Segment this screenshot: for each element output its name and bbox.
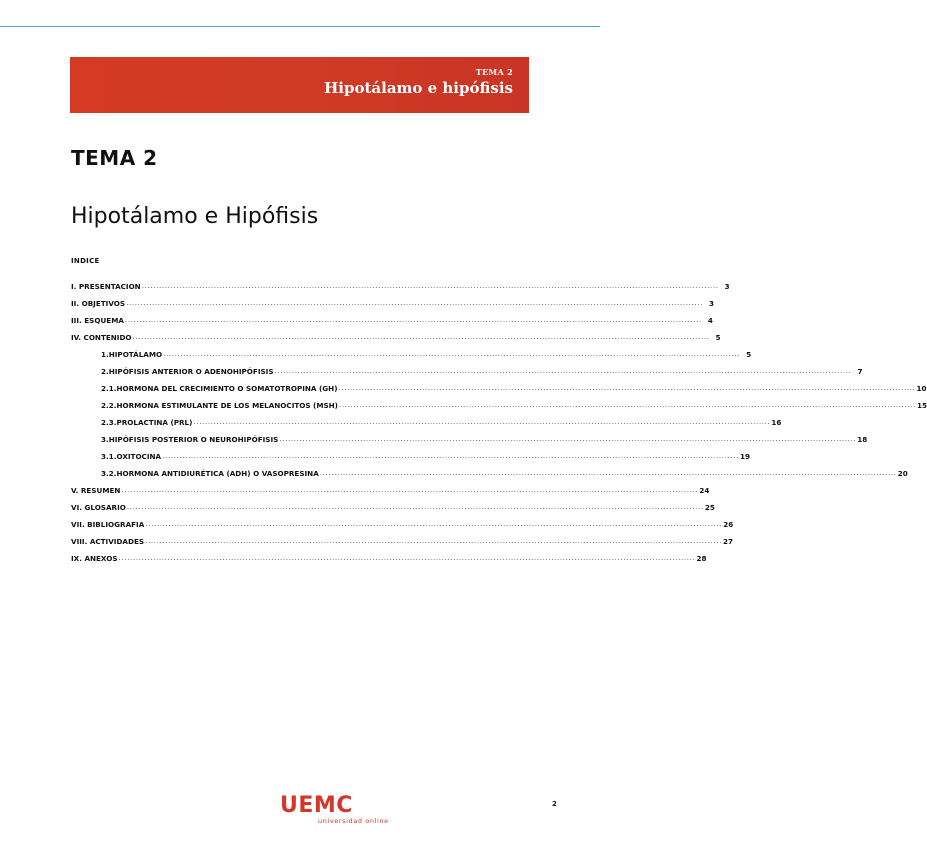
toc-leader-dots: ........................................................................................................................................................................................................: [274, 366, 852, 375]
toc-entry-label: HIPÓFISIS ANTERIOR O ADENOHIPÓFISIS: [108, 367, 274, 376]
logo-wordmark: UEMC: [280, 793, 353, 818]
toc-entry[interactable]: [71, 519, 734, 529]
toc-entry-number: 3.: [101, 435, 109, 444]
toc-entry-label: HORMONA DEL CRECIMIENTO O SOMATOTROPINA (GH): [116, 384, 338, 393]
toc-entry[interactable]: [71, 536, 734, 546]
index-title: INDICE: [71, 257, 100, 265]
toc-entry[interactable]: [71, 451, 751, 461]
toc-entry-label: HIPOTÁLAMO: [108, 350, 163, 359]
toc-entry[interactable]: [71, 417, 782, 427]
toc-entry-page: 16: [771, 418, 782, 427]
toc-leader-dots: ........................................................................................................................................................................................................: [162, 451, 740, 460]
toc-entry-label: IV. CONTENIDO: [71, 333, 132, 342]
toc-leader-dots: ........................................................................................................................................................................................................: [124, 315, 702, 324]
toc-entry-label: OXITOCINA: [116, 452, 162, 461]
toc-entry[interactable]: [71, 553, 707, 563]
toc-entry-page: 25: [704, 503, 715, 512]
toc-entry[interactable]: [71, 434, 868, 444]
toc-leader-dots: ........................................................................................................................................................................................................: [121, 485, 699, 494]
toc-entry-number: 2.3.: [101, 418, 117, 427]
toc-entry-label: II. OBJETIVOS: [71, 299, 126, 308]
toc-leader-dots: ........................................................................................................................................................................................................: [145, 519, 723, 528]
toc-entry[interactable]: [71, 400, 927, 410]
toc-entry-label: VI. GLOSARIO: [71, 503, 126, 512]
toc-entry-number: 2.1.: [101, 384, 117, 393]
toc-entry-page: 28: [696, 554, 707, 563]
toc-leader-dots: ........................................................................................................................................................................................................: [338, 400, 916, 409]
toc-entry-page: 5: [715, 333, 721, 342]
toc-entry-label: VII. BIBLIOGRAFIA: [71, 520, 145, 529]
toc-entry[interactable]: [71, 502, 715, 512]
toc-entry-label: V. RESUMEN: [71, 486, 121, 495]
toc-entry-label: PROLACTINA (PRL): [116, 418, 193, 427]
toc-entry-page: 3: [709, 299, 715, 308]
toc-entry-label: III. ESQUEMA: [71, 316, 124, 325]
page-title: TEMA 2: [71, 146, 158, 170]
toc-entry-number: 2.2.: [101, 401, 117, 410]
toc-entry[interactable]: [71, 332, 721, 342]
toc-leader-dots: ........................................................................................................................................................................................................: [193, 417, 771, 426]
toc-leader-dots: ........................................................................................................................................................................................................: [279, 434, 857, 443]
toc-entry-number: 3.1.: [101, 452, 117, 461]
page-number: 2: [552, 800, 557, 808]
top-rule: [0, 26, 600, 27]
header-banner: [70, 57, 529, 113]
toc-entry[interactable]: [71, 485, 710, 495]
toc-entry-page: 10: [916, 384, 927, 393]
toc-entry-page: 7: [857, 367, 863, 376]
toc-leader-dots: ........................................................................................................................................................................................................: [118, 553, 696, 562]
toc-entry[interactable]: [71, 298, 715, 308]
toc-leader-dots: ........................................................................................................................................................................................................: [319, 468, 897, 477]
toc-leader-dots: ........................................................................................................................................................................................................: [126, 502, 704, 511]
toc-entry-number: 3.2.: [101, 469, 117, 478]
header-topic-label: TEMA 2: [475, 67, 513, 77]
header-title: Hipotálamo e hipófisis: [324, 79, 513, 97]
toc-entry[interactable]: [71, 468, 908, 478]
toc-entry-page: 26: [723, 520, 734, 529]
toc-entry[interactable]: [71, 315, 713, 325]
toc-entry[interactable]: [71, 366, 863, 376]
toc-entry[interactable]: [71, 281, 730, 291]
toc-entry-page: 19: [740, 452, 751, 461]
toc-entry-label: I. PRESENTACION: [71, 282, 141, 291]
toc-entry-label: HIPÓFISIS POSTERIOR O NEUROHIPÓFISIS: [108, 435, 279, 444]
toc-entry-label: HORMONA ESTIMULANTE DE LOS MELANOCITOS (MSH): [116, 401, 338, 410]
toc-entry-page: 27: [723, 537, 734, 546]
toc-entry-page: 3: [724, 282, 730, 291]
toc-entry-page: 20: [897, 469, 908, 478]
toc-entry-page: 4: [707, 316, 713, 325]
toc-entry-label: HORMONA ANTIDIURÉTICA (ADH) O VASOPRESINA: [116, 469, 319, 478]
toc-entry-number: 2.: [101, 367, 109, 376]
page-subtitle: Hipotálamo e Hipófisis: [71, 204, 319, 229]
toc-entry[interactable]: [71, 383, 927, 393]
toc-leader-dots: ........................................................................................................................................................................................................: [145, 536, 723, 545]
toc-entry-number: 1.: [101, 350, 109, 359]
toc-leader-dots: ........................................................................................................................................................................................................: [338, 383, 916, 392]
toc-entry[interactable]: [71, 349, 752, 359]
toc-entry-page: 5: [746, 350, 752, 359]
toc-entry-label: IX. ANEXOS: [71, 554, 118, 563]
uemc-logo: [280, 793, 396, 833]
toc-entry-label: VIII. ACTIVIDADES: [71, 537, 145, 546]
toc-leader-dots: ........................................................................................................................................................................................................: [126, 298, 704, 307]
toc-leader-dots: ........................................................................................................................................................................................................: [132, 332, 710, 341]
toc-entry-page: 24: [699, 486, 710, 495]
logo-tagline: universidad online: [318, 817, 389, 825]
toc-leader-dots: ........................................................................................................................................................................................................: [163, 349, 741, 358]
toc-entry-page: 18: [857, 435, 868, 444]
toc-leader-dots: ........................................................................................................................................................................................................: [141, 281, 719, 290]
toc-entry-page: 15: [916, 401, 927, 410]
